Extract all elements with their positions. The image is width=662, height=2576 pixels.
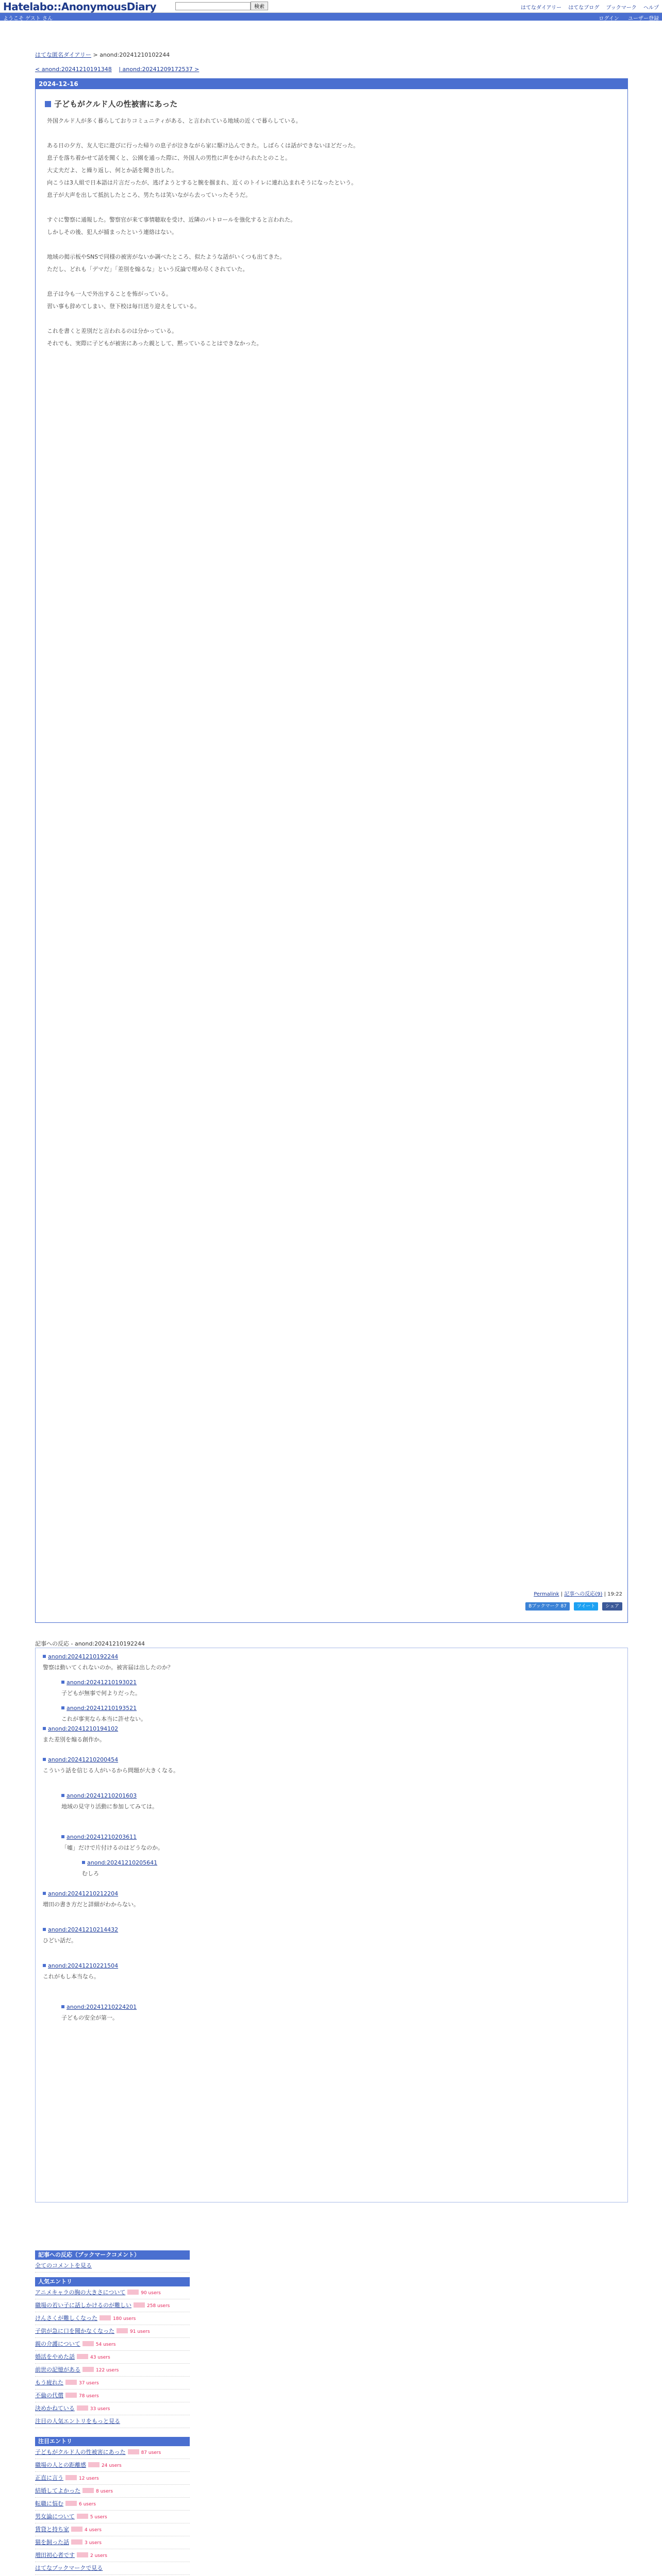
body-line: 息子が大声を出して抵抗したところ、男たちは笑いながら去っていったそうだ。 (47, 192, 251, 198)
body-line: これを書くと差別だと言われるのは分かっている。 (47, 328, 177, 334)
bookmark-users[interactable]: 24 users (102, 2463, 122, 2468)
bookmark-count-icon (77, 2552, 88, 2557)
hot-box (35, 2437, 190, 2575)
bullet-icon (43, 1758, 46, 1761)
entry-row (35, 2523, 190, 2536)
entry-title-link[interactable]: 子供が急に口を聞かなくなった (35, 2328, 114, 2334)
breadcrumb-home[interactable]: はてな匿名ダイアリー (35, 52, 92, 58)
bookmark-count-icon (77, 2514, 88, 2519)
top-links (516, 3, 659, 11)
bullet-icon (61, 1835, 64, 1838)
article-title[interactable] (45, 98, 627, 109)
entry-row (35, 2402, 190, 2415)
bullet-icon (43, 1655, 46, 1658)
entry-title-link[interactable]: 職場の人との距離感 (35, 2462, 86, 2468)
bookmark-count-icon (88, 2462, 100, 2467)
entry-title-link[interactable]: 増田初心者です (35, 2552, 75, 2558)
entry-title-link[interactable]: 決めかねている (35, 2405, 75, 2412)
reaction-link[interactable]: anond:20241210193521 (67, 1705, 137, 1711)
reaction-link[interactable]: anond:20241210200454 (48, 1756, 119, 1763)
bullet-icon (43, 1727, 46, 1730)
breadcrumb (35, 50, 170, 59)
bookmark-count-icon (65, 2501, 77, 2506)
date-bar: 2024-12-16 (36, 79, 627, 89)
bullet-icon (61, 2005, 64, 2008)
popular-box (35, 2277, 190, 2428)
reaction-item (43, 1725, 118, 1743)
entry-row (35, 2536, 190, 2549)
bookmark-count-icon (127, 2290, 139, 2295)
bullet-icon (82, 1861, 85, 1864)
reaction-link[interactable]: anond:20241210212204 (48, 1890, 119, 1897)
reaction-text: ひどい話だ。 (43, 1937, 77, 1944)
body-line: 向こうは3人組で日本語は片言だったが、逃げようとすると腕を掴まれ、近くのトイレに連れ込まれそうになったという。 (47, 179, 357, 186)
bookmark-users[interactable]: 2 users (90, 2553, 107, 2558)
entry-title-link[interactable]: 正直に言う (35, 2475, 63, 2481)
bullet-icon (43, 1892, 46, 1895)
entry-row (35, 2549, 190, 2562)
bookmark-users[interactable]: 122 users (96, 2368, 119, 2373)
bookmark-count-icon (117, 2328, 128, 2333)
post-time: 19:22 (607, 1591, 622, 1597)
header-bar (0, 0, 662, 13)
reaction-text: 地域の見守り活動に参加してみては。 (61, 1803, 158, 1810)
body-line: 外国クルド人が多く暮らしておりコミュニティがある、と言われている地域の近くで暮らしている。 (47, 117, 302, 124)
bookmark-count-icon (82, 2488, 94, 2493)
tweet-button[interactable]: ツイート (574, 1602, 599, 1611)
reaction-link[interactable]: anond:20241210224201 (67, 2004, 137, 2010)
entry-row (35, 2472, 190, 2485)
popular-more-link[interactable]: 注目の人気エントリをもっと見る (35, 2418, 120, 2425)
next-entry-link[interactable]: | anond:20241209172537 > (119, 66, 200, 73)
reaction-item (43, 1756, 179, 1774)
bookmark-users[interactable]: 54 users (95, 2342, 116, 2347)
reaction-item (61, 1705, 146, 1723)
top-link-diary[interactable]: はてなダイアリー (521, 5, 562, 11)
bookmark-share-button[interactable]: Bブックマーク 87 (525, 1602, 570, 1611)
sub-bar (0, 13, 662, 21)
register-link[interactable]: ユーザー登録 (628, 16, 659, 22)
body-line: 大丈夫だよ、と繰り返し、何とか話を聞き出した。 (47, 167, 177, 174)
body-line: 息子は今も一人で外出することを怖がっている。 (47, 291, 172, 297)
facebook-share-button[interactable]: シェア (602, 1602, 622, 1611)
entry-title-link[interactable]: 男女論について (35, 2513, 75, 2520)
reactions-list (35, 1648, 628, 2202)
top-link-blog[interactable]: はてなブログ (568, 5, 600, 11)
reaction-item (82, 1859, 157, 1877)
bookmark-count-icon (82, 2367, 94, 2372)
top-link-bookmark[interactable]: ブックマーク (606, 5, 637, 11)
reaction-item (61, 2004, 137, 2022)
search-button[interactable]: 検索 (251, 2, 268, 10)
all-comments-link[interactable]: 全てのコメントを見る (35, 2262, 92, 2269)
reaction-text: こういう話を信じる人がいるから問題が大きくなる。 (43, 1767, 179, 1774)
bookmark-users[interactable]: 12 users (79, 2476, 99, 2481)
bullet-icon (43, 1928, 46, 1931)
entry-title-link[interactable]: 子どもがクルド人の性被害にあった (35, 2449, 126, 2455)
bookmark-count-icon (77, 2354, 88, 2359)
entry-title-link[interactable]: もう疲れた (35, 2379, 63, 2386)
entry-row (35, 2485, 190, 2498)
entry-row (35, 2446, 190, 2459)
entry-title-link[interactable]: 職場の若い子に話しかけるのが難しい (35, 2302, 131, 2309)
body-line: 習い事も辞めてしまい、登下校は毎日送り迎えをしている。 (47, 303, 200, 310)
reaction-item (43, 1962, 118, 1980)
prev-entry-link[interactable]: < anond:20241210191348 (35, 66, 112, 73)
reaction-link[interactable]: anond:20241210201603 (67, 1792, 137, 1799)
bookmark-users[interactable]: 5 users (90, 2515, 107, 2520)
paragraph-gap (47, 239, 614, 251)
body-line: 地域の掲示板やSNSで同様の被害がないか調べたところ、似たような話がいくつも出てきた。 (47, 253, 286, 260)
entry-title-link[interactable]: 不倫の代償 (35, 2392, 63, 2399)
entry-title-link[interactable]: 前世の記憶がある (35, 2366, 80, 2373)
bookmark-count-icon (128, 2449, 139, 2454)
bookmark-count-icon (65, 2380, 77, 2385)
bookmark-count-icon (134, 2302, 145, 2308)
reaction-item (43, 1890, 139, 1908)
bookmark-count-icon (82, 2341, 94, 2346)
body-line: 息子を落ち着かせて話を聞くと、公園を通った際に、外国人の男性に声をかけられたとのこと。 (47, 155, 291, 161)
bookmark-users[interactable]: 87 users (141, 2450, 161, 2455)
entry-title-link[interactable]: 賃貸と持ち家 (35, 2526, 69, 2533)
reaction-text: 増田の書き方だと詳細がわからない。 (43, 1901, 139, 1908)
entry-nav (35, 66, 204, 73)
paragraph-gap (47, 201, 614, 214)
bookmark-users[interactable]: 3 users (85, 2540, 102, 2546)
entry-row (35, 2377, 190, 2389)
reaction-link[interactable]: anond:20241210203611 (67, 1834, 137, 1840)
body-line: それでも、実際に子どもが被害にあった親として、黙っていることはできなかった。 (47, 340, 262, 347)
body-line: ただし、どれも「デマだ」「差別を煽るな」という反論で埋め尽くされていた。 (47, 266, 249, 273)
reaction-text: 警察は動いてくれないのか。被害届は出したのか？ (43, 1664, 173, 1671)
bookmark-users[interactable]: 8 users (96, 2489, 113, 2494)
related-box (35, 2250, 190, 2273)
bookmark-users[interactable]: 90 users (141, 2291, 161, 2296)
paragraph-gap (47, 276, 614, 288)
bullet-icon (43, 1964, 46, 1967)
reaction-text: 「嘘」だけで片付けるのはどうなのか。 (61, 1844, 163, 1851)
bookmark-users[interactable]: 4 users (85, 2528, 102, 2533)
entry-title-link[interactable]: 転職に悩む (35, 2500, 63, 2507)
paragraph-gap (47, 127, 614, 140)
article-meta: Permalink | 記事への反応(9) | 19:22 (534, 1591, 622, 1597)
related-heading: 記事への反応（ブックマークコメント） (35, 2250, 190, 2260)
bookmark-count-icon (65, 2393, 77, 2398)
share-bar (523, 1602, 622, 1611)
entry-row (35, 2498, 190, 2511)
bookmark-users[interactable]: 258 users (147, 2303, 170, 2309)
bookmark-users[interactable]: 78 users (79, 2394, 99, 2399)
reactions-link[interactable]: 記事への反応(9) (564, 1591, 603, 1597)
bookmark-users[interactable]: 43 users (90, 2355, 110, 2360)
reaction-text: むしろ (82, 1870, 99, 1877)
entry-row (35, 2299, 190, 2312)
bullet-icon (61, 1681, 64, 1684)
reaction-item (43, 1926, 118, 1944)
reactions-heading: 記事への反応 - anond:20241210192244 (35, 1640, 145, 1647)
entry-row (35, 2389, 190, 2402)
entry-title-link[interactable]: 親の介護について (35, 2341, 80, 2347)
body-line: ある日の夕方、友人宅に遊びに行った帰りの息子が泣きながら家に駆け込んできた。しばらくは話ができないほどだった。 (47, 142, 359, 149)
entry-title-link[interactable]: 猫を飼った話 (35, 2539, 69, 2546)
entry-title-link[interactable]: けんさくが難しくなった (35, 2315, 97, 2321)
site-logo[interactable]: Hatelabo::AnonymousDiary (3, 1, 157, 13)
hot-heading: 注目エントリ (35, 2437, 190, 2446)
reaction-link[interactable]: anond:20241210194102 (48, 1725, 119, 1732)
entry-title-link[interactable]: 婚活をやめた話 (35, 2353, 75, 2360)
login-link[interactable]: ログイン (599, 16, 619, 22)
reaction-text: 子どもが無事で何よりだった。 (61, 1690, 141, 1697)
title-square-icon (45, 101, 51, 107)
entry-title-link[interactable]: 結婚してよかった (35, 2487, 80, 2494)
hot-more-link[interactable]: はてなブックマークで見る (35, 2565, 103, 2571)
reaction-item (61, 1834, 163, 1852)
article-body (47, 115, 614, 350)
bookmark-users[interactable]: 33 users (90, 2406, 110, 2412)
body-line: すぐに警察に通報した。警察官が来て事情聴取を受け、近隣のパトロールを強化すると言われた。 (47, 216, 296, 223)
popular-heading: 人気エントリ (35, 2277, 190, 2286)
reaction-link[interactable]: anond:20241210214432 (48, 1926, 119, 1933)
greeting: ようこそ ゲスト さん (3, 16, 53, 22)
bullet-icon (61, 1706, 64, 1709)
entry-row (35, 2338, 190, 2351)
bookmark-users[interactable]: 180 users (113, 2316, 136, 2321)
entry-row (35, 2459, 190, 2472)
bookmark-count-icon (65, 2475, 77, 2480)
bookmark-count-icon (71, 2539, 82, 2545)
bookmark-users[interactable]: 91 users (130, 2329, 150, 2334)
entry-row (35, 2286, 190, 2299)
entry-row (35, 2364, 190, 2377)
entry-row (35, 2351, 190, 2364)
reaction-link[interactable]: anond:20241210193021 (67, 1679, 137, 1686)
reaction-link[interactable]: anond:20241210205641 (87, 1859, 158, 1866)
bookmark-users[interactable]: 6 users (79, 2502, 96, 2507)
entry-row (35, 2312, 190, 2325)
reaction-item (61, 1679, 141, 1697)
reaction-text: また差別を煽る創作か。 (43, 1736, 105, 1743)
top-link-help[interactable]: ヘルプ (643, 5, 659, 11)
permalink[interactable]: Permalink (534, 1591, 559, 1597)
bookmark-count-icon (100, 2315, 111, 2320)
reaction-link[interactable]: anond:20241210192244 (48, 1653, 119, 1660)
breadcrumb-current: > anond:20241210102244 (91, 52, 170, 58)
bullet-icon (61, 1794, 64, 1797)
bookmark-users[interactable]: 37 users (79, 2381, 99, 2386)
bookmark-count-icon (77, 2405, 88, 2411)
body-line: しかしその後、犯人が捕まったという連絡はない。 (47, 229, 177, 235)
article-title-text: 子どもがクルド人の性被害にあった (54, 99, 178, 109)
search-input[interactable] (175, 2, 251, 10)
paragraph-gap (47, 313, 614, 325)
reaction-text: 子どもの安全が第一。 (61, 2014, 118, 2021)
reaction-item (61, 1792, 158, 1810)
entry-row (35, 2511, 190, 2523)
reaction-item (43, 1653, 173, 1671)
bookmark-count-icon (71, 2527, 82, 2532)
reaction-text: これがもし本当なら。 (43, 1973, 100, 1980)
entry-row (35, 2325, 190, 2338)
entry-title-link[interactable]: アニメキャラの胸の大きさについて (35, 2289, 126, 2296)
reaction-link[interactable]: anond:20241210221504 (48, 1962, 119, 1969)
reaction-text: これが事実なら本当に許せない。 (61, 1716, 146, 1722)
article (35, 78, 628, 1623)
